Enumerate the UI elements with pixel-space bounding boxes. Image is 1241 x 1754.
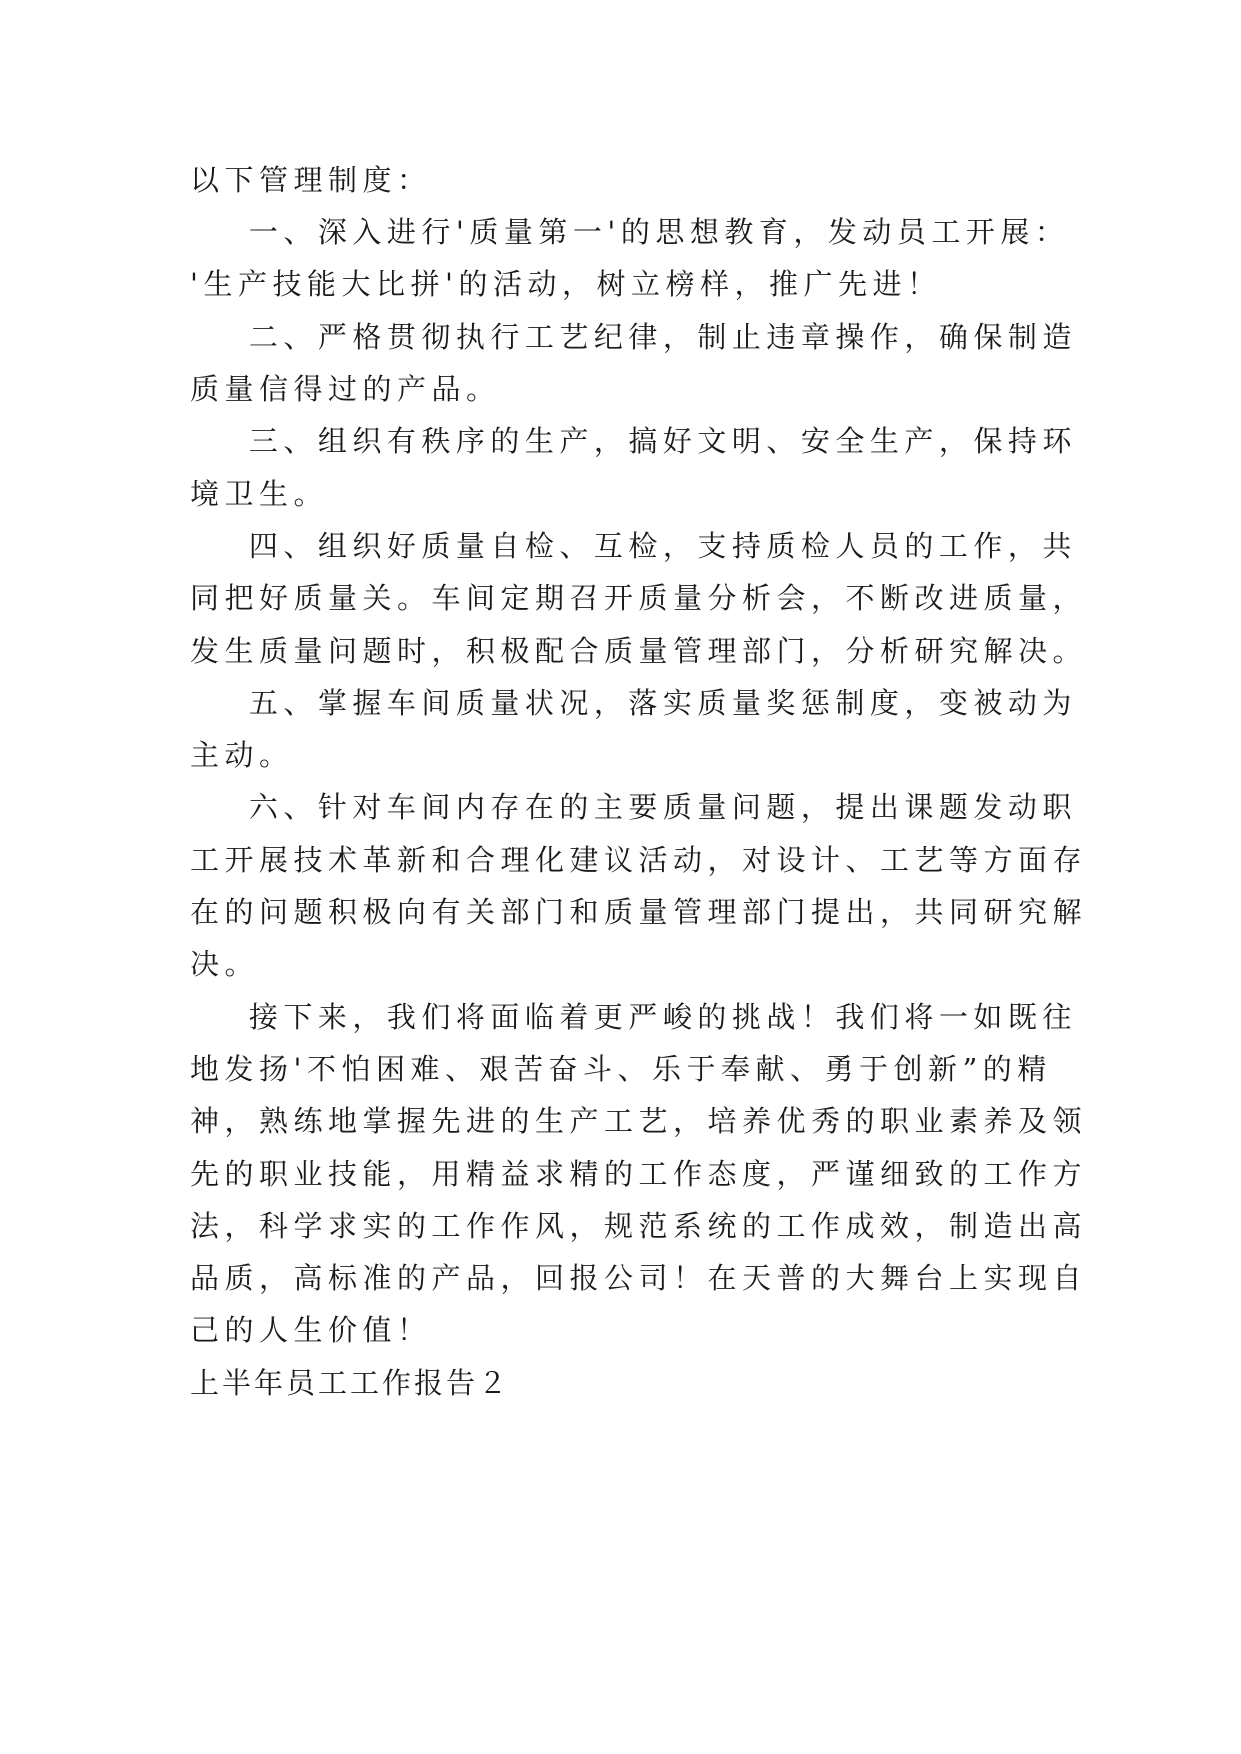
text-line: 己的人生价值！ (190, 1313, 432, 1347)
text-line: 以下管理制度： (190, 163, 432, 197)
text-line: 先的职业技能，用精益求精的工作态度，严谨细致的工作方 (190, 1157, 1088, 1191)
text-line: '生产技能大比拼'的活动，树立榜样，推广先进！ (190, 267, 942, 301)
text-line: 质量信得过的产品。 (190, 372, 501, 406)
text-line: 神，熟练地掌握先进的生产工艺，培养优秀的职业素养及领 (190, 1104, 1088, 1138)
text-line: 二、严格贯彻执行工艺纪律，制止违章操作，确保制造 (190, 320, 1077, 354)
text-line: 地发扬'不怕困难、艰苦奋斗、乐于奉献、勇于创新”的精 (190, 1052, 1052, 1086)
text-line: 一、深入进行'质量第一'的思想教育，发动员工开展： (190, 215, 1070, 249)
text-line: 发生质量问题时，积极配合质量管理部门，分析研究解决。 (190, 634, 1088, 668)
text-line: 法，科学求实的工作作风，规范系统的工作成效，制造出高 (190, 1209, 1088, 1243)
text-line: 三、组织有秩序的生产，搞好文明、安全生产，保持环 (190, 424, 1077, 458)
text-line: 五、掌握车间质量状况，落实质量奖惩制度，变被动为 (190, 686, 1077, 720)
text-line: 在的问题积极向有关部门和质量管理部门提出，共同研究解 (190, 895, 1088, 929)
text-line: 境卫生。 (190, 477, 329, 511)
section-title: 上半年员工工作报告２ (190, 1366, 511, 1400)
text-line: 接下来，我们将面临着更严峻的挑战！我们将一如既往 (190, 1000, 1077, 1034)
text-line: 六、针对车间内存在的主要质量问题，提出课题发动职 (190, 790, 1077, 824)
text-line: 主动。 (190, 738, 294, 772)
text-line: 决。 (190, 947, 260, 981)
text-line: 同把好质量关。车间定期召开质量分析会，不断改进质量， (190, 581, 1088, 615)
text-line: 工开展技术革新和合理化建议活动，对设计、工艺等方面存 (190, 843, 1088, 877)
text-line: 品质，高标准的产品，回报公司！在天普的大舞台上实现自 (190, 1261, 1088, 1295)
text-line: 四、组织好质量自检、互检，支持质检人员的工作，共 (190, 529, 1077, 563)
